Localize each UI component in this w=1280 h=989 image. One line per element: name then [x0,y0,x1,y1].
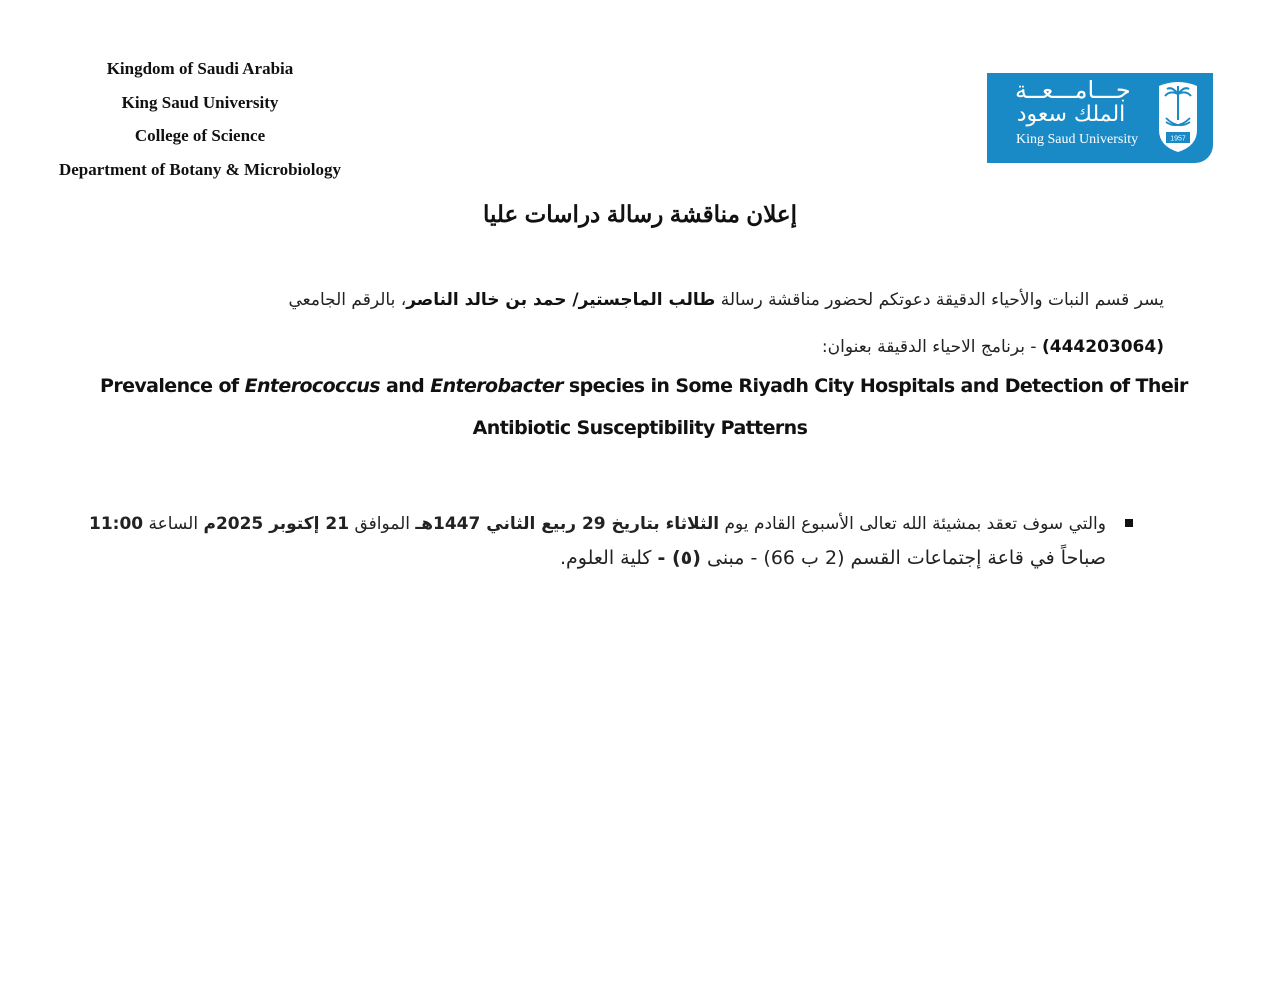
ksu-logo [987,73,1213,163]
details-text: الموافق [349,514,416,534]
invitation-paragraph [204,288,1164,312]
thesis-title-line-2: Antibiotic Susceptibility Patterns [472,417,808,439]
thesis-title-text: species in Some Riyadh City Hospitals and Detection of Their [562,375,1188,397]
header-university: King Saud University [121,92,279,112]
logo-english-name: King Saud University [1016,132,1139,147]
building-number: (٥) - [657,547,701,569]
logo-arabic-line-1: جـــامـــعــة [1015,76,1131,104]
thesis-title-text: and [380,375,431,397]
student-name: طالب الماجستير/ حمد بن خالد الناصر [406,290,716,310]
logo-arabic-line-2: الملك سعود [1016,102,1126,127]
logo-year: 1957 [1170,135,1186,143]
location-text: صباحاً في قاعة إجتماعات القسم (2 ب 66) - مبنى [700,547,1106,569]
defense-details-line-2 [106,546,1106,570]
header-kingdom: Kingdom of Saudi Arabia [106,59,294,78]
program-paragraph [204,335,1164,359]
college-name: كلية العلوم. [559,547,658,569]
student-id: (444203064) [1041,337,1164,357]
details-text: الساعة [143,514,204,534]
defense-time: 11:00 [89,514,144,534]
student-id-label: ، بالرقم الجامعي [288,290,407,310]
ksu-shield-emblem-icon [1155,80,1201,154]
institution-header [40,52,360,186]
defense-details-line-1 [89,512,1106,536]
header-department: Department of Botany & Microbiology [58,159,342,179]
program-name: - برنامج الاحياء الدقيقة بعنوان: [821,337,1042,357]
genus-enterococcus: Enterococcus [244,375,380,397]
gregorian-date: 21 إكتوبر 2025م [203,514,350,534]
thesis-title-line-1 [100,375,1188,397]
announcement-title: إعلان مناقشة رسالة دراسات عليا [482,201,798,227]
header-college: College of Science [134,126,266,146]
details-text: والتي سوف تعقد بمشيئة الله تعالى الأسبوع القادم يوم [719,514,1106,534]
bullet-square-icon [1125,519,1133,527]
hijri-date: الثلاثاء بتاريخ 29 ربيع الثاني 1447هـ [415,514,720,534]
genus-enterobacter: Enterobacter [430,375,563,397]
thesis-title-text: Prevalence of [100,375,245,397]
invitation-intro: يسر قسم النبات والأحياء الدقيقة دعوتكم لحضور مناقشة رسالة [715,290,1164,310]
